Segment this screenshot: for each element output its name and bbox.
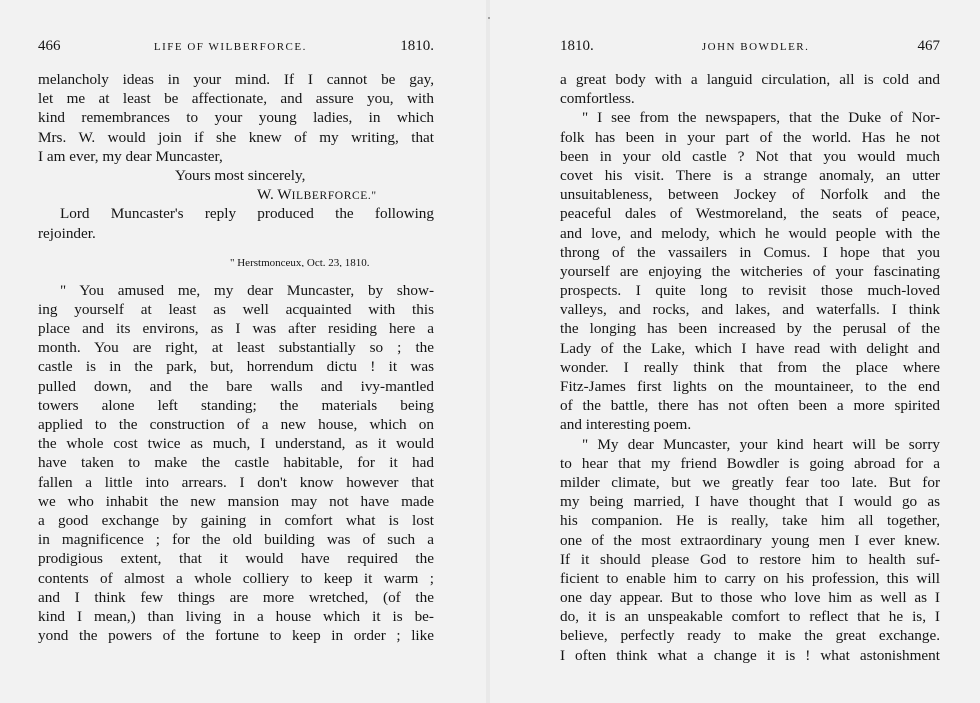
left-year: 1810.	[400, 38, 434, 54]
left-page	[0, 0, 488, 703]
text-line: comfortless.	[560, 90, 635, 108]
left-running-head	[38, 38, 434, 60]
signature-smallcaps: ILBERFORCE."	[291, 190, 377, 203]
right-page	[492, 0, 980, 703]
text-line: let me at least be affectionate, and assure you, with	[38, 90, 434, 108]
text-line: one day appear. But to those who love him as well as I	[560, 589, 940, 607]
text-line: a great body with a languid circulation, all is cold and	[560, 71, 940, 88]
text-line: one of the most extraordinary young men I ever knew.	[560, 531, 940, 549]
text-line: place and its environs, as I was after residing here a	[38, 320, 434, 338]
text-line: of the battle, there has not often been a more spirited	[560, 397, 940, 415]
text-line: ficient to enable him to carry on his profession, this will	[560, 569, 940, 587]
text-line: Fitz-James first lights on the mountaineer, to the end	[560, 378, 940, 395]
text-line: peaceful dales of Westmoreland, the seats of peace,	[560, 205, 940, 223]
text-line: " My dear Muncaster, your kind heart will be sorry	[582, 435, 940, 453]
right-running-title: JOHN BOWDLER.	[701, 41, 810, 53]
text-line: prodigious extent, that it would have required the	[38, 550, 434, 568]
text-line: rejoinder.	[38, 224, 96, 242]
text-line: " I see from the newspapers, that the Duke of Nor-	[582, 109, 940, 127]
text-line: covet his visit. There is a strange anomaly, an utter	[560, 166, 940, 184]
text-line: I often think what a change it is ! what astonishment	[560, 646, 940, 664]
text-line: believe, perfectly ready to make the great exchange.	[560, 627, 940, 645]
text-line: valleys, and rocks, and lakes, and waterfalls. I think	[560, 301, 940, 319]
text-line: ing yourself at least as well acquainted with this	[38, 300, 434, 318]
text-line: Lady of the Lake, which I have read with delight and	[560, 339, 940, 357]
text-line: contents of almost a whole colliery to keep it warm ;	[38, 569, 434, 587]
text-line: " You amused me, my dear Muncaster, by show-	[60, 281, 434, 299]
text-line: throng of the vassailers in Comus. I hope that you	[560, 243, 940, 261]
text-line: unsuitableness, between Jockey of Norfolk and the	[560, 186, 940, 204]
text-line: melancholy ideas in your mind. If I cannot be gay,	[38, 71, 434, 88]
text-line: I am ever, my dear Muncaster,	[38, 147, 223, 165]
text-line: towers alone left standing; the materials being	[38, 396, 434, 414]
text-line: we who inhabit the new mansion may not have made	[38, 492, 434, 510]
letter-signature	[38, 185, 434, 204]
text-line: and interesting poem.	[560, 416, 692, 434]
text-line: to hear that my friend Bowdler is going abroad for a	[560, 454, 940, 472]
text-line: folk has been in your part of the world. Has he not	[560, 128, 940, 146]
text-line: fallen a little into arrears. I don't know however that	[38, 473, 434, 491]
text-line: prospects. I quite long to revisit those much-loved	[560, 282, 940, 300]
text-line: the whole cost twice as much, I understand, as it would	[38, 435, 434, 453]
text-line: kind I mean,) than living in a house which it is be-	[38, 607, 434, 625]
text-line: yourself are enjoying the witcheries of your fascinating	[560, 262, 940, 280]
right-year: 1810.	[560, 38, 594, 54]
text-line: in magnificence ; for the old building was of such a	[38, 531, 434, 549]
left-page-number: 466	[38, 38, 61, 54]
text-line: do, it is an unspeakable comfort to reflect that he is, I	[560, 608, 940, 626]
left-running-title: LIFE OF WILBERFORCE.	[153, 41, 307, 53]
text-line: kind remembrances to your young ladies, in which	[38, 109, 434, 127]
right-page-number: 467	[917, 38, 940, 54]
text-line: wonder. I really think that from the place where	[560, 358, 940, 376]
text-line: Lord Muncaster's reply produced the following	[60, 205, 434, 223]
letter-closing: Yours most sincerely,	[175, 166, 306, 184]
right-running-head	[560, 38, 940, 60]
text-line: and I think few things are more wretched, (of the	[38, 588, 434, 606]
text-line: have taken to make the castle habitable, for it had	[38, 454, 434, 472]
text-line: month. You are right, at least substantially so ; the	[38, 339, 434, 357]
text-line: pulled down, and the bare walls and ivy-mantled	[38, 377, 434, 395]
text-line: a good exchange by gaining in comfort what is lost	[38, 511, 434, 529]
text-line: been in your old castle ? Not that you would much	[560, 147, 940, 165]
text-line: Mrs. W. would join if she knew of my writing, that	[38, 128, 434, 146]
text-line: applied to the construction of a new house, which on	[38, 416, 434, 433]
text-line: If it should please God to restore him to health suf-	[560, 550, 940, 568]
text-line: yond the powers of the fortune to keep in order ; like	[38, 627, 434, 645]
text-line: the longing has been increased by the perusal of the	[560, 320, 940, 338]
text-line: my being married, I have thought that I would go as	[560, 493, 940, 511]
text-line: castle is in the park, but, horrendum dictu ! it was	[38, 358, 434, 376]
text-line: his companion. He is really, take him all together,	[560, 512, 940, 530]
signature-initial: W. W	[257, 186, 292, 204]
letter-dateline: " Herstmonceux, Oct. 23, 1810.	[230, 256, 370, 267]
text-line: milder climate, but we greatly fear too late. But for	[560, 473, 940, 491]
text-line: and love, and melody, which he would people with the	[560, 224, 940, 242]
scan-speck	[488, 17, 490, 19]
